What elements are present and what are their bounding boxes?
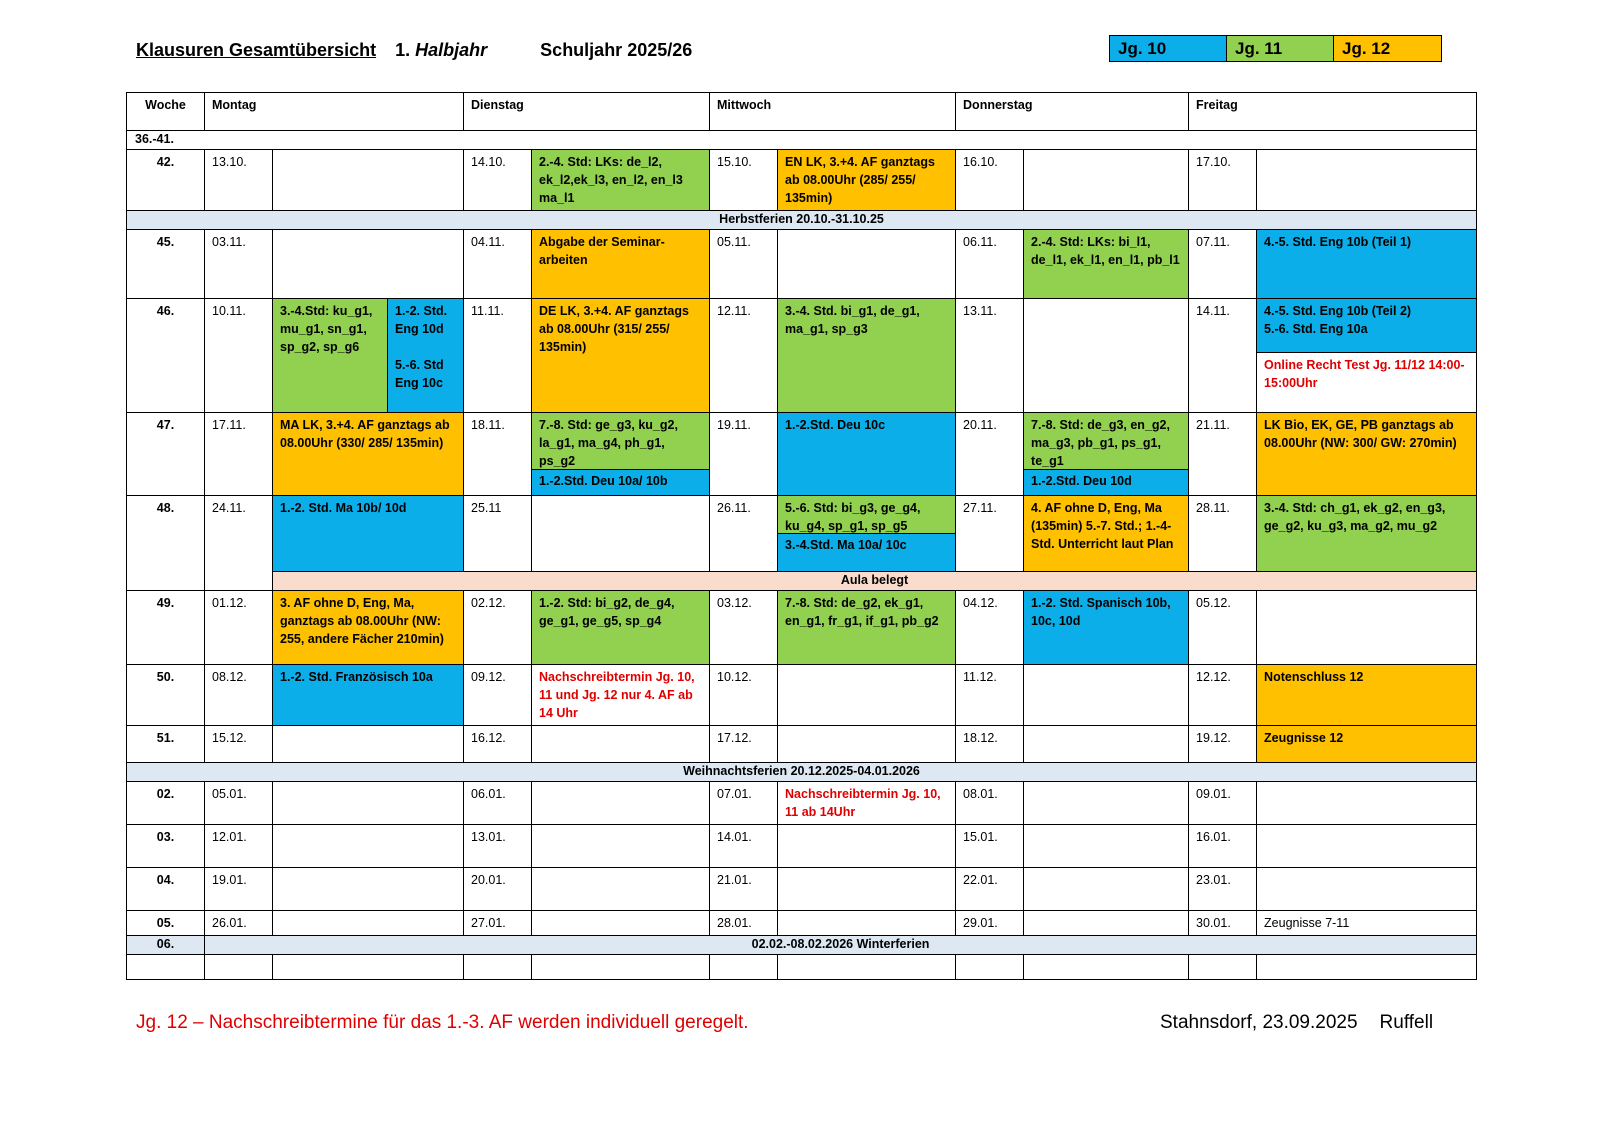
- date-cell: 12.11.: [710, 299, 778, 413]
- date-cell: 20.01.: [464, 868, 532, 911]
- exam-entry: 1.-2. Std: bi_g2, de_g4, ge_g1, ge_g5, sp_g4: [532, 591, 710, 665]
- header-row: [127, 93, 1477, 131]
- empty-cell: [1257, 150, 1477, 211]
- weihnachtsferien-banner: Weihnachtsferien 20.12.2025-04.01.2026: [127, 763, 1477, 782]
- online-test-note: Online Recht Test Jg. 11/12 14:00-15:00Uhr: [1264, 358, 1465, 390]
- place-date: Stahnsdorf, 23.09.2025: [1160, 1012, 1358, 1033]
- exam-entry: 3.-4. Std. bi_g1, de_g1, ma_g1, sp_g3: [778, 299, 956, 413]
- date-cell: 16.01.: [1189, 825, 1257, 868]
- empty-cell: [1024, 726, 1189, 763]
- week-02-row: [127, 782, 1477, 825]
- empty-cell: [273, 230, 464, 299]
- exam-entry: 2.-4. Std: LKs: bi_l1, de_l1, ek_l1, en_l1, pb_l1: [1024, 230, 1189, 299]
- date-cell: 19.01.: [205, 868, 273, 911]
- weeks-36-41-row: [127, 131, 1477, 150]
- date-cell: 05.11.: [710, 230, 778, 299]
- split-cell: [1024, 413, 1189, 496]
- empty-cell: [1024, 825, 1189, 868]
- date-cell: 13.01.: [464, 825, 532, 868]
- exam-entry: 1.-2.Std. Deu 10c: [778, 413, 956, 496]
- week-number: 04.: [127, 868, 205, 911]
- week-number: 02.: [127, 782, 205, 825]
- date-cell: 15.01.: [956, 825, 1024, 868]
- empty-cell: [205, 955, 273, 980]
- legend-jg10: Jg. 10: [1110, 36, 1226, 61]
- date-cell: 07.11.: [1189, 230, 1257, 299]
- exam-entry: Zeugnisse 12: [1257, 726, 1477, 763]
- date-cell: 02.12.: [464, 591, 532, 665]
- empty-cell: [1257, 782, 1477, 825]
- date-cell: 13.11.: [956, 299, 1024, 413]
- exam-entry: 5.-6. Std Eng 10c: [395, 358, 444, 390]
- empty-cell: [273, 911, 464, 936]
- date-cell: 21.11.: [1189, 413, 1257, 496]
- empty-cell: [532, 868, 710, 911]
- empty-cell: [273, 150, 464, 211]
- empty-cell: [273, 868, 464, 911]
- date-cell: 04.12.: [956, 591, 1024, 665]
- week-03-row: [127, 825, 1477, 868]
- week-50-row: [127, 665, 1477, 726]
- date-cell: 10.12.: [710, 665, 778, 726]
- empty-cell: [778, 665, 956, 726]
- header-freitag: Freitag: [1189, 93, 1477, 131]
- empty-cell: [1257, 868, 1477, 911]
- weeks-36-41: 36.-41.: [127, 131, 1477, 150]
- split-cell: [273, 299, 464, 413]
- date-cell: 23.01.: [1189, 868, 1257, 911]
- header-donnerstag: Donnerstag: [956, 93, 1189, 131]
- date-cell: 08.01.: [956, 782, 1024, 825]
- exam-entry: 1.-2. Std. Französisch 10a: [273, 665, 464, 726]
- empty-cell: [1257, 825, 1477, 868]
- date-cell: 09.12.: [464, 665, 532, 726]
- split-cell: [778, 496, 956, 572]
- empty-cell: [778, 911, 956, 936]
- empty-cell: [273, 726, 464, 763]
- date-cell: 19.12.: [1189, 726, 1257, 763]
- exam-entry: 1.-2. Std. Spanisch 10b, 10c, 10d: [1024, 591, 1189, 665]
- empty-cell: [532, 496, 710, 572]
- empty-cell: [1024, 150, 1189, 211]
- date-cell: 14.01.: [710, 825, 778, 868]
- date-cell: 16.12.: [464, 726, 532, 763]
- date-cell: 08.12.: [205, 665, 273, 726]
- empty-cell: [1024, 299, 1189, 413]
- week-number: 05.: [127, 911, 205, 936]
- winterferien-banner: 02.02.-08.02.2026 Winterferien: [205, 936, 1477, 955]
- empty-cell: [273, 955, 464, 980]
- empty-cell: [532, 825, 710, 868]
- empty-cell: [1024, 782, 1189, 825]
- date-cell: 17.11.: [205, 413, 273, 496]
- exam-entry: 4.-5. Std. Eng 10b (Teil 2): [1264, 304, 1412, 318]
- date-cell: 12.01.: [205, 825, 273, 868]
- date-cell: 15.12.: [205, 726, 273, 763]
- date-cell: 25.11: [464, 496, 532, 572]
- week-number: 46.: [127, 299, 205, 413]
- exam-entry: MA LK, 3.+4. AF ganztags ab 08.00Uhr (330/ 285/ 135min): [273, 413, 464, 496]
- empty-cell: [778, 825, 956, 868]
- date-cell: 29.01.: [956, 911, 1024, 936]
- empty-cell: [1024, 868, 1189, 911]
- empty-cell: [532, 955, 710, 980]
- exam-entry-stack: [1257, 299, 1476, 353]
- date-cell: 06.01.: [464, 782, 532, 825]
- date-cell: 16.10.: [956, 150, 1024, 211]
- date-cell: 22.01.: [956, 868, 1024, 911]
- week-04-row: [127, 868, 1477, 911]
- signature-line: [1160, 1012, 1433, 1034]
- week-47-row: [127, 413, 1477, 496]
- holiday-row: [127, 763, 1477, 782]
- date-cell: 17.10.: [1189, 150, 1257, 211]
- empty-cell: [710, 955, 778, 980]
- exam-entry: 4. AF ohne D, Eng, Ma (135min) 5.-7. Std.; 1.-4- Std. Unterricht laut Plan: [1024, 496, 1189, 572]
- week-number: 50.: [127, 665, 205, 726]
- week-number: 51.: [127, 726, 205, 763]
- exam-entry: 1.-2. Std. Ma 10b/ 10d: [273, 496, 464, 572]
- exam-entry: 7.-8. Std: de_g2, ek_g1, en_g1, fr_g1, if_g1, pb_g2: [778, 591, 956, 665]
- exam-entry: 4.-5. Std. Eng 10b (Teil 1): [1257, 230, 1477, 299]
- date-cell: 05.01.: [205, 782, 273, 825]
- exam-entry: 1.-2. Std. Eng 10d: [395, 304, 448, 336]
- exam-entry: 1.-2.Std. Deu 10d: [1024, 470, 1188, 495]
- exam-entry: 3.-4. Std: ch_g1, ek_g2, en_g3, ge_g2, ku_g3, ma_g2, mu_g2: [1257, 496, 1477, 572]
- split-cell: [532, 413, 710, 496]
- exam-entry-stack: [388, 299, 463, 412]
- empty-cell: [532, 726, 710, 763]
- empty-cell: [956, 955, 1024, 980]
- nachschreib-note: Nachschreibtermin Jg. 10, 11 und Jg. 12 nur 4. AF ab 14 Uhr: [532, 665, 710, 726]
- exam-entry: 3. AF ohne D, Eng, Ma, ganztags ab 08.00Uhr (NW: 255, andere Fächer 210min): [273, 591, 464, 665]
- week-number: 47.: [127, 413, 205, 496]
- week-number: 42.: [127, 150, 205, 211]
- week-46-row: [127, 299, 1477, 413]
- exam-entry: 7.-8. Std: ge_g3, ku_g2, la_g1, ma_g4, ph_g1, ps_g2: [532, 413, 709, 470]
- empty-cell: [1257, 955, 1477, 980]
- zeugnisse-note: Zeugnisse 7-11: [1257, 911, 1477, 936]
- empty-cell: [778, 868, 956, 911]
- date-cell: 28.01.: [710, 911, 778, 936]
- exam-entry: Notenschluss 12: [1257, 665, 1477, 726]
- date-cell: 04.11.: [464, 230, 532, 299]
- herbstferien-banner: Herbstferien 20.10.-31.10.25: [127, 211, 1477, 230]
- exam-schedule-table: [126, 92, 1477, 980]
- week-42-row: [127, 150, 1477, 211]
- empty-cell: [1024, 665, 1189, 726]
- exam-entry: LK Bio, EK, GE, PB ganztags ab 08.00Uhr (NW: 300/ GW: 270min): [1257, 413, 1477, 496]
- week-45-row: [127, 230, 1477, 299]
- aula-belegt-banner: Aula belegt: [273, 572, 1477, 591]
- date-cell: 12.12.: [1189, 665, 1257, 726]
- header-woche: Woche: [127, 93, 205, 131]
- week-48-row: [127, 496, 1477, 572]
- date-cell: 15.10.: [710, 150, 778, 211]
- date-cell: 18.12.: [956, 726, 1024, 763]
- date-cell: 21.01.: [710, 868, 778, 911]
- empty-cell: [273, 782, 464, 825]
- date-cell: 18.11.: [464, 413, 532, 496]
- exam-entry: 1.-2.Std. Deu 10a/ 10b: [532, 470, 709, 495]
- empty-cell: [1257, 591, 1477, 665]
- date-cell: 09.01.: [1189, 782, 1257, 825]
- empty-cell: [1189, 955, 1257, 980]
- exam-entry: Abgabe der Seminar-arbeiten: [532, 230, 710, 299]
- half-year-label: [395, 40, 487, 60]
- date-cell: 14.11.: [1189, 299, 1257, 413]
- legend-jg11: Jg. 11: [1226, 36, 1333, 61]
- document-title: Klausuren Gesamtübersicht: [136, 40, 377, 60]
- date-cell: 11.12.: [956, 665, 1024, 726]
- empty-cell: [532, 782, 710, 825]
- empty-cell: [127, 955, 205, 980]
- document-header: [136, 40, 692, 61]
- week-51-row: [127, 726, 1477, 763]
- legend-jg12: Jg. 12: [1333, 36, 1441, 61]
- header-mittwoch: Mittwoch: [710, 93, 956, 131]
- date-cell: 05.12.: [1189, 591, 1257, 665]
- empty-cell: [1024, 955, 1189, 980]
- date-cell: 10.11.: [205, 299, 273, 413]
- date-cell: 26.11.: [710, 496, 778, 572]
- week-number: 48.: [127, 496, 205, 591]
- week-number: 06.: [127, 936, 205, 955]
- date-cell: 13.10.: [205, 150, 273, 211]
- date-cell: 03.12.: [710, 591, 778, 665]
- empty-cell: [464, 955, 532, 980]
- exam-entry: 5.-6. Std. Eng 10a: [1264, 322, 1368, 336]
- date-cell: 28.11.: [1189, 496, 1257, 572]
- date-cell: 19.11.: [710, 413, 778, 496]
- half-year-number: 1.: [395, 40, 411, 60]
- date-cell: 27.01.: [464, 911, 532, 936]
- week-06-row: [127, 936, 1477, 955]
- school-year: Schuljahr 2025/26: [540, 40, 693, 60]
- week-number: 03.: [127, 825, 205, 868]
- exam-entry: EN LK, 3.+4. AF ganztags ab 08.00Uhr (285/ 255/ 135min): [778, 150, 956, 211]
- week-49-row: [127, 591, 1477, 665]
- date-cell: 14.10.: [464, 150, 532, 211]
- holiday-row: [127, 211, 1477, 230]
- author-name: Ruffell: [1379, 1012, 1434, 1033]
- empty-cell: [1024, 911, 1189, 936]
- exam-entry: 3.-4.Std. Ma 10a/ 10c: [778, 534, 955, 571]
- half-year-word: Halbjahr: [415, 40, 488, 60]
- date-cell: 26.01.: [205, 911, 273, 936]
- week-number: 45.: [127, 230, 205, 299]
- empty-cell: [778, 955, 956, 980]
- date-cell: 03.11.: [205, 230, 273, 299]
- date-cell: 01.12.: [205, 591, 273, 665]
- empty-cell: [532, 911, 710, 936]
- footer-note: Jg. 12 – Nachschreibtermine für das 1.-3. AF werden individuell geregelt.: [136, 1012, 749, 1033]
- header-dienstag: Dienstag: [464, 93, 710, 131]
- week-number: 49.: [127, 591, 205, 665]
- grade-legend: [1109, 35, 1442, 62]
- empty-cell: [778, 726, 956, 763]
- empty-row: [127, 955, 1477, 980]
- exam-entry: 5.-6. Std: bi_g3, ge_g4, ku_g4, sp_g1, sp_g5: [778, 496, 955, 534]
- date-cell: 20.11.: [956, 413, 1024, 496]
- date-cell: 07.01.: [710, 782, 778, 825]
- date-cell: 17.12.: [710, 726, 778, 763]
- aula-row: [127, 572, 1477, 591]
- empty-cell: [273, 825, 464, 868]
- exam-entry: 3.-4.Std: ku_g1, mu_g1, sn_g1, sp_g2, sp_g6: [273, 299, 388, 412]
- exam-entry: DE LK, 3.+4. AF ganztags ab 08.00Uhr (315/ 255/ 135min): [532, 299, 710, 413]
- exam-entry: 2.-4. Std: LKs: de_l2, ek_l2,ek_l3, en_l2, en_l3 ma_l1: [532, 150, 710, 211]
- date-cell: 27.11.: [956, 496, 1024, 572]
- header-montag: Montag: [205, 93, 464, 131]
- date-cell: 11.11.: [464, 299, 532, 413]
- week-05-row: [127, 911, 1477, 936]
- nachschreib-note: Nachschreibtermin Jg. 10, 11 ab 14Uhr: [778, 782, 956, 825]
- split-cell: [1257, 299, 1477, 413]
- date-cell: 06.11.: [956, 230, 1024, 299]
- date-cell: 30.01.: [1189, 911, 1257, 936]
- date-cell: 24.11.: [205, 496, 273, 591]
- exam-entry: 7.-8. Std: de_g3, en_g2, ma_g3, pb_g1, ps_g1, te_g1: [1024, 413, 1188, 470]
- empty-cell: [778, 230, 956, 299]
